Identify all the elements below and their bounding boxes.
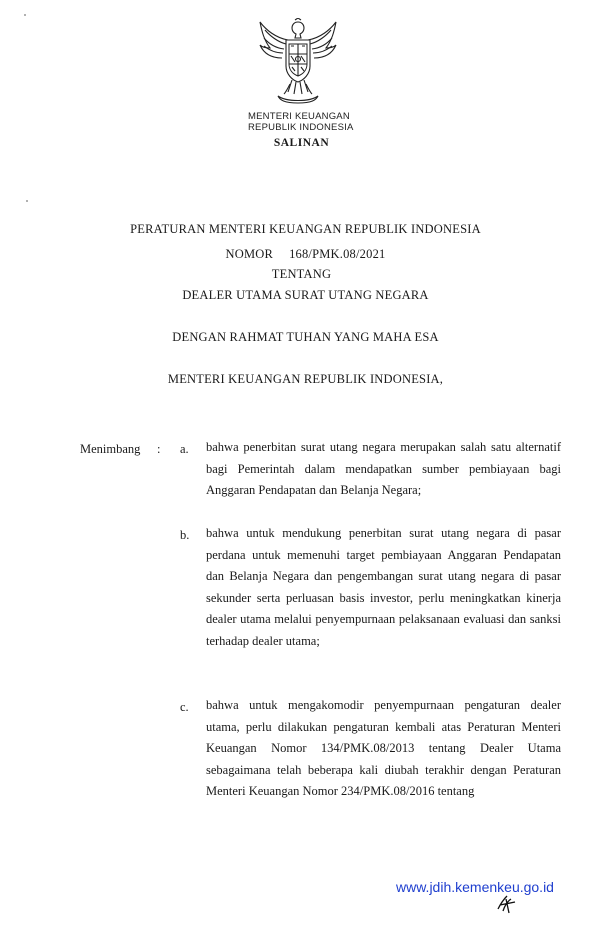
item-a-text: bahwa penerbitan surat utang negara merupakan salah satu alternatif bagi Pemerintah dalam mendapatkan sumber pembiayaan bagi Anggaran Pendapatan dan Belanja Negara; (206, 440, 561, 498)
scan-speck (24, 14, 26, 16)
item-c-text: bahwa untuk mengakomodir penyempurnaan pengaturan dealer utama, perlu dilakukan pengaturan kembali atas Peraturan Menteri Keuangan Nomor 134/PMK.08/2013 tentang Dealer Utama sebagaimana telah beberapa kali diubah terakhir dengan Peraturan Menteri Keuangan Nomor 234/PMK.08/2016 tentang (206, 698, 561, 799)
paraf-signature-icon (495, 893, 517, 915)
tentang-heading: TENTANG (271, 267, 332, 281)
regulation-subject: DEALER UTAMA SURAT UTANG NEGARA (182, 288, 429, 302)
garuda-emblem-icon (258, 18, 338, 104)
nomor-value: 168/PMK.08/2021 (289, 247, 386, 261)
ministry-heading (248, 111, 354, 133)
salinan-label: SALINAN (273, 137, 330, 149)
menimbang-colon: : (157, 442, 161, 456)
regulation-number (0, 247, 611, 262)
jdih-link[interactable]: www.jdih.kemenkeu.go.id (396, 879, 554, 895)
rahmat-line: DENGAN RAHMAT TUHAN YANG MAHA ESA (172, 330, 439, 344)
ministry-name: MENTERI KEUANGAN (248, 111, 350, 122)
item-a-letter: a. (180, 442, 189, 456)
ministry-country: REPUBLIK INDONESIA (248, 122, 354, 133)
item-c-letter: c. (180, 700, 189, 714)
menimbang-label: Menimbang (80, 442, 141, 456)
item-b-text: bahwa untuk mendukung penerbitan surat utang negara di pasar perdana untuk memenuhi target pembiayaan Anggaran Pendapatan dan Belanja Negara dan pengembangan surat utang negara di pasar sekunder serta perluasan basis investor, perlu meningkatkan kinerja dealer utama melalui penyempurnaan pelaksanaan evaluasi dan sanksi terhadap dealer utama; (206, 526, 561, 648)
issuer-line: MENTERI KEUANGAN REPUBLIK INDONESIA, (167, 372, 444, 386)
scan-speck (26, 200, 28, 202)
item-b-letter: b. (180, 528, 190, 542)
regulation-title: PERATURAN MENTERI KEUANGAN REPUBLIK INDONESIA (130, 222, 481, 236)
salinan-stamp (0, 137, 611, 149)
nomor-label: NOMOR (225, 247, 274, 261)
